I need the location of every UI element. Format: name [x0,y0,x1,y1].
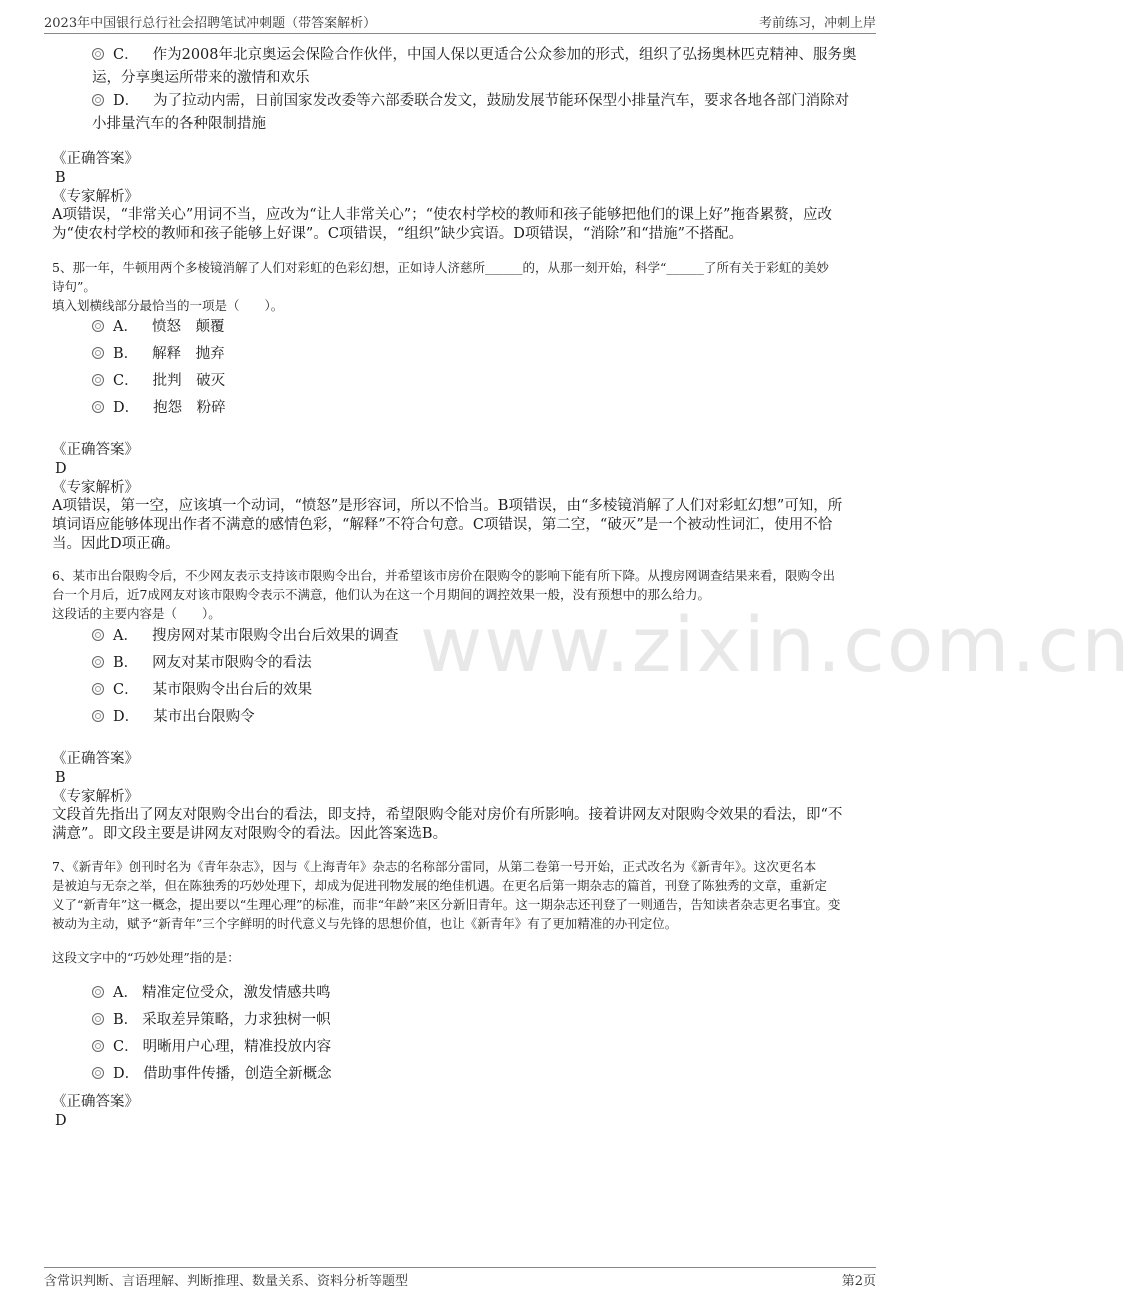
radio-icon[interactable] [92,347,104,359]
page-header [44,12,876,32]
option-text: 某市出台限购令 [153,709,255,725]
option-text: 愤怒 颠覆 [151,319,225,335]
answer-value: D [55,1113,67,1129]
analysis-line: 满意”。即文段主要是讲网友对限购令的看法。因此答案选B。 [52,826,448,842]
q6-option-c[interactable] [92,679,872,702]
stem-line: 被动为主动，赋予“新青年”三个字鲜明的时代意义与先锋的思想价值，也让《新青年》有了更加精准的办刊定位。 [52,916,678,931]
radio-icon[interactable] [92,629,104,641]
page-footer [44,1270,876,1290]
option-letter: D． [113,1066,140,1082]
option-text: 解释 抛弃 [152,346,225,362]
q6-option-b[interactable] [92,652,872,675]
radio-icon[interactable] [92,320,104,332]
q5-option-c[interactable] [92,370,872,393]
q5-answer-block [52,441,872,498]
q4-option-d[interactable] [92,90,872,136]
stem-line: 7、《新青年》创刊时名为《青年杂志》，因与《上海青年》杂志的名称部分雷同，从第二卷第一号开始，正式改名为《新青年》。这次更名本 [52,859,817,874]
option-text: 明晰用户心理，精准投放内容 [142,1039,332,1055]
option-text: 搜房网对某市限购令出台后效果的调查 [151,628,399,644]
radio-icon[interactable] [92,710,104,722]
analysis-label: 《专家解析》 [52,189,139,205]
option-letter: A． [113,985,138,1001]
q7-stem [52,857,872,933]
option-text: 采取差异策略，力求独树一帜 [142,1012,331,1028]
q6-option-a[interactable] [92,625,872,648]
option-text: 精准定位受众，激发情感共鸣 [141,985,331,1001]
page-number: 第2页 [841,1274,876,1289]
header-slogan: 考前练习，冲刺上岸 [758,16,876,31]
analysis-label: 《专家解析》 [52,480,139,496]
analysis-line: 当。因此D项正确。 [52,536,180,552]
option-text-cont: 小排量汽车的各种限制措施 [92,116,266,132]
option-letter: B． [113,655,139,671]
stem-line: 诗句”。 [52,279,96,294]
answer-value: B [55,770,66,786]
analysis-line: 文段首先指出了网友对限购令出台的看法，即支持，希望限购令能对房价有所影响。接着讲网友对限购令效果的看法，即“不 [52,807,843,823]
stem-line: 6、某市出台限购令后，不少网友表示支持该市限购令出台，并希望该市房价在限购令的影响下能有所下降。从搜房网调查结果来看，限购令出 [52,568,835,583]
stem-line: 台一个月后，近7成网友对该市限购令表示不满意，他们认为在这一个月期间的调控效果一般，没有预想中的那么给力。 [52,587,710,602]
answer-value: D [55,461,67,477]
option-letter: C． [113,47,139,63]
option-text: 为了拉动内需，日前国家发改委等六部委联合发文，鼓励发展节能环保型小排量汽车，要求各地各部门消除对 [153,93,850,109]
answer-value: B [55,170,66,186]
footer-note: 含常识判断、言语理解、判断推理、数量关系、资料分析等题型 [44,1274,409,1289]
option-letter: D． [113,709,140,725]
option-letter: C． [113,373,139,389]
q7-option-d[interactable] [92,1063,872,1086]
answer-label: 《正确答案》 [52,151,139,167]
q7-option-a[interactable] [92,982,872,1005]
analysis-line: A项错误，“非常关心”用词不当，应改为“让人非常关心”；“使农村学校的教师和孩子能够把他们的课上好”拖沓累赘，应改 [52,207,832,223]
radio-icon[interactable] [92,94,104,106]
option-letter: C． [113,682,139,698]
answer-label: 《正确答案》 [52,751,139,767]
radio-icon[interactable] [92,48,104,60]
answer-label: 《正确答案》 [52,442,139,458]
radio-icon[interactable] [92,683,104,695]
q4-option-c[interactable] [92,44,872,90]
question-prompt: 这段话的主要内容是（ ）。 [52,606,221,621]
q6-option-d[interactable] [92,706,872,729]
analysis-line: 为“使农村学校的教师和孩子能够上好课”。C项错误，“组织”缺少宾语。D项错误，“消除”和“措施”不搭配。 [52,226,744,242]
option-text: 某市限购令出台后的效果 [152,682,313,698]
option-letter: C． [113,1039,139,1055]
q7-option-c[interactable] [92,1036,872,1059]
answer-label: 《正确答案》 [52,1094,139,1110]
watermark: www.zixin.com.cn [420,600,1132,689]
analysis-line: 填词语应能够体现出作者不满意的感情色彩，“解释”不符合句意。C项错误，第二空，“破灭”是一个被动性词汇，使用不恰 [52,517,833,533]
q5-option-b[interactable] [92,343,872,366]
q7-answer-block [52,1093,872,1131]
q6-analysis [52,806,872,844]
stem-line: 是被迫与无奈之举，但在陈独秀的巧妙处理下，却成为促进刊物发展的绝佳机遇。在更名后第一期杂志的篇首，刊登了陈独秀的文章，重新定 [52,878,828,893]
option-text-cont: 运，分享奥运所带来的激情和欢乐 [92,70,310,86]
q7-prompt: 这段文字中的“巧妙处理”指的是： [52,950,240,965]
q4-answer-block [52,150,872,207]
option-letter: A． [113,319,138,335]
option-text: 作为2008年北京奥运会保险合作伙伴，中国人保以更适合公众参加的形式，组织了弘扬奥林匹克精神、服务奥 [152,47,857,63]
radio-icon[interactable] [92,401,104,413]
radio-icon[interactable] [92,986,104,998]
analysis-line: A项错误，第一空，应该填一个动词，“愤怒”是形容词，所以不恰当。B项错误，由“多棱镜消解了人们对彩虹幻想”可知，所 [52,498,843,514]
footer-divider [44,1267,876,1268]
option-text: 批判 破灭 [152,373,226,389]
radio-icon[interactable] [92,1013,104,1025]
radio-icon[interactable] [92,656,104,668]
q5-option-d[interactable] [92,397,872,420]
option-letter: B． [113,1012,139,1028]
q6-stem [52,566,872,623]
radio-icon[interactable] [92,374,104,386]
header-title: 2023年中国银行总行社会招聘笔试冲刺题（带答案解析） [44,16,377,31]
option-text: 借助事件传播，创造全新概念 [143,1066,332,1082]
option-letter: D． [113,93,140,109]
option-text: 网友对某市限购令的看法 [152,655,312,671]
radio-icon[interactable] [92,1067,104,1079]
stem-line: 5、那一年，牛顿用两个多棱镜消解了人们对彩虹的色彩幻想，正如诗人济慈所______的，从那一刻开始，科学“______了所有关于彩虹的美妙 [52,260,829,275]
q5-option-a[interactable] [92,316,872,339]
q5-stem [52,258,872,315]
q7-option-b[interactable] [92,1009,872,1032]
header-divider [44,33,876,34]
stem-line: 义了“新青年”这一概念，提出要以“生理心理”的标准，而非“年龄”来区分新旧青年。这一期杂志还刊登了一则通告，告知读者杂志更名事宜。变 [52,897,841,912]
option-letter: B． [113,346,139,362]
option-text: 抱怨 粉碎 [153,400,226,416]
q5-analysis [52,497,872,554]
q4-analysis [52,206,872,244]
q6-answer-block [52,750,872,807]
question-prompt: 填入划横线部分最恰当的一项是（ ）。 [52,298,284,313]
option-letter: A． [113,628,138,644]
analysis-label: 《专家解析》 [52,789,139,805]
radio-icon[interactable] [92,1040,104,1052]
option-letter: D． [113,400,140,416]
